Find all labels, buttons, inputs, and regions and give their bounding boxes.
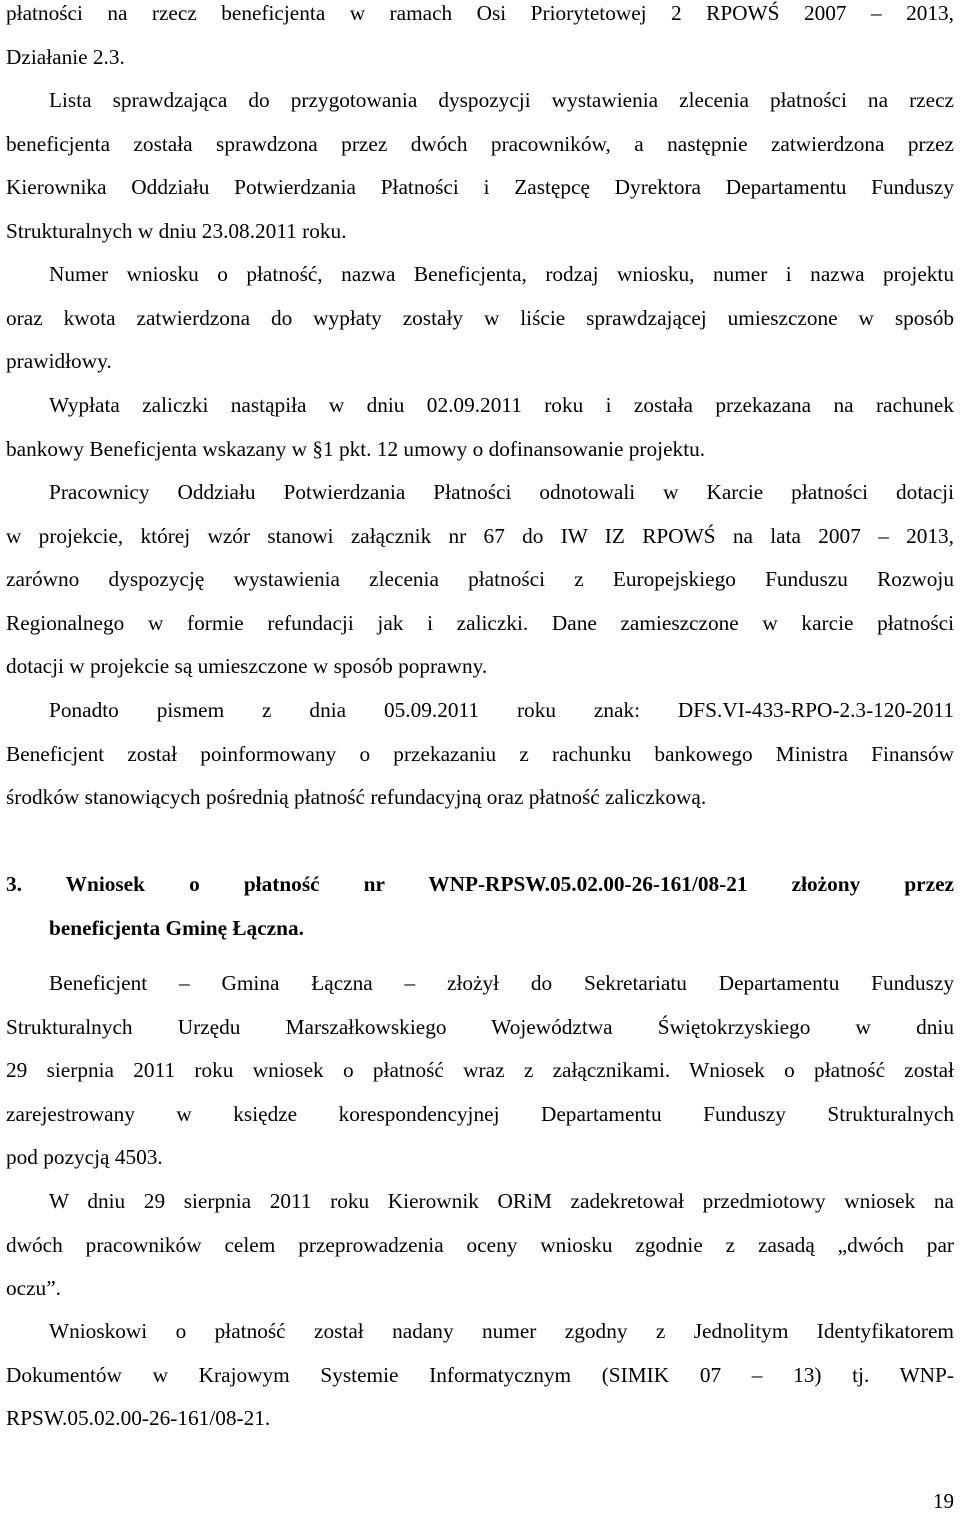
text-line: 29 sierpnia 2011 roku wniosek o płatność wraz z załącznikami. Wniosek o płatność został [6, 1058, 954, 1082]
text-line: Lista sprawdzająca do przygotowania dyspozycji wystawienia zlecenia płatności na rzecz [49, 88, 954, 112]
text-line: Regionalnego w formie refundacji jak i zaliczki. Dane zamieszczone w karcie płatności [6, 610, 954, 635]
text-line: płatności na rzecz beneficjenta w ramach Osi Priorytetowej 2 RPOWŚ 2007 – 2013, [6, 1, 954, 25]
text-line: Działanie 2.3. [6, 44, 125, 69]
paragraph-letter [6, 689, 954, 820]
paragraph-decree [6, 1180, 954, 1311]
text-line: Kierownika Oddziału Potwierdzania Płatności i Zastępcę Dyrektora Departamentu Funduszy [6, 175, 954, 199]
text-line: dotacji w projekcie są umieszczone w sposób poprawny. [6, 654, 488, 678]
text-line: Beneficjent został poinformowany o przekazaniu z rachunku bankowego Ministra Finansów [6, 741, 954, 766]
text-line: prawidłowy. [6, 349, 112, 373]
paragraph-checklist [6, 79, 954, 253]
paragraph-continuation [6, 0, 954, 79]
text-line: dwóch pracowników celem przeprowadzenia oceny wniosku zgodnie z zasadą „dwóch par [6, 1232, 954, 1257]
text-line: Pracownicy Oddziału Potwierdzania Płatności odnotowali w Karcie płatności dotacji [49, 480, 954, 504]
text-line: Beneficjent – Gmina Łączna – złożył do Sekretariatu Departamentu Funduszy [49, 971, 954, 995]
text-line: zarówno dyspozycję wystawienia zlecenia płatności z Europejskiego Funduszu Rozwoju [6, 567, 954, 591]
page-number: 19 [933, 1489, 954, 1513]
text-line: zarejestrowany w księdze korespondencyjnej Departamentu Funduszy Strukturalnych [6, 1101, 954, 1126]
text-line: oraz kwota zatwierdzona do wypłaty zostały w liście sprawdzającej umieszczone w sposób [6, 305, 954, 330]
text-line: oczu”. [6, 1276, 61, 1300]
text-line: w projekcie, której wzór stanowi załącznik nr 67 do IW IZ RPOWŚ na lata 2007 – 2013, [6, 523, 954, 548]
text-line: W dniu 29 sierpnia 2011 roku Kierownik ORiM zadekretował przedmiotowy wniosek na [49, 1189, 954, 1213]
paragraph-beneficiary [6, 962, 954, 1180]
paragraph-payment-card [6, 471, 954, 689]
text-line: bankowy Beneficjenta wskazany w §1 pkt. 12 umowy o dofinansowanie projektu. [6, 436, 706, 461]
text-line: środków stanowiących pośrednią płatność refundacyjną oraz płatność zaliczkową. [6, 785, 707, 809]
text-line: Wypłata zaliczki nastąpiła w dniu 02.09.2011 roku i została przekazana na rachunek [49, 393, 954, 417]
text-line: RPSW.05.02.00-26-161/08-21. [6, 1406, 271, 1430]
text-line: Strukturalnych w dniu 23.08.2011 roku. [6, 218, 347, 243]
heading-line: beneficjenta Gminę Łączna. [49, 915, 304, 940]
paragraph-identifier [6, 1310, 954, 1441]
text-line: Ponadto pismem z dnia 05.09.2011 roku znak: DFS.VI-433-RPO-2.3-120-2011 [49, 698, 954, 722]
paragraph-advance-payment [6, 384, 954, 471]
section-heading [6, 863, 954, 950]
text-line: Strukturalnych Urzędu Marszałkowskiego Województwa Świętokrzyskiego w dniu [6, 1014, 954, 1039]
text-line: Numer wniosku o płatność, nazwa Beneficjenta, rodzaj wniosku, numer i nazwa projektu [49, 262, 954, 286]
heading-line: 3. Wniosek o płatność nr WNP-RPSW.05.02.00-26-161/08-21 złożony przez [6, 872, 954, 896]
text-line: pod pozycją 4503. [6, 1145, 163, 1169]
paragraph-application-number [6, 253, 954, 384]
text-line: beneficjenta została sprawdzona przez dwóch pracowników, a następnie zatwierdzona przez [6, 131, 954, 156]
text-line: Dokumentów w Krajowym Systemie Informatycznym (SIMIK 07 – 13) tj. WNP- [6, 1362, 954, 1387]
text-line: Wnioskowi o płatność został nadany numer zgodny z Jednolitym Identyfikatorem [49, 1319, 954, 1343]
